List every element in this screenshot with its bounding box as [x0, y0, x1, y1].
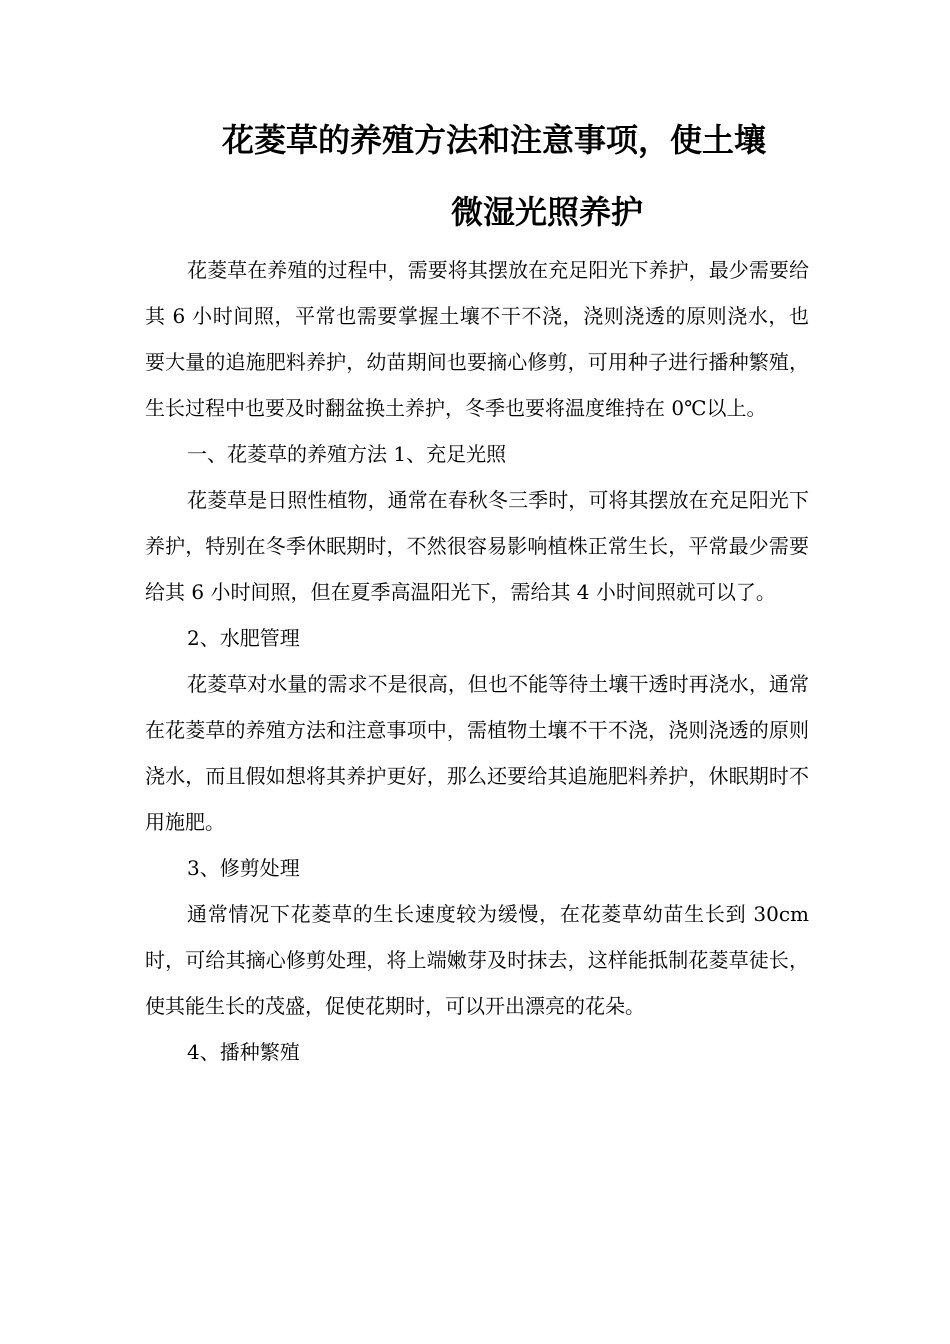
- pruning-paragraph: 通常情况下花菱草的生长速度较为缓慢，在花菱草幼苗生长到 30cm 时，可给其摘心修剪处理，将上端嫩芽及时抹去，这样能抵制花菱草徒长，使其能生长的茂盛，促使花期时，可以开出漂亮的花朵。: [145, 902, 809, 1018]
- document-body: [145, 247, 809, 1075]
- section-heading-1: 一、花菱草的养殖方法 1、充足光照: [187, 442, 507, 466]
- section-heading-4: 4、播种繁殖: [187, 1040, 300, 1064]
- light-paragraph: 花菱草是日照性植物，通常在春秋冬三季时，可将其摆放在充足阳光下养护，特别在冬季休眠期时，不然很容易影响植株正常生长，平常最少需要给其 6 小时间照，但在夏季高温阳光下，需给其 4 小时间照就可以了。: [145, 488, 809, 604]
- title-line-2: 微湿光照养护: [450, 193, 643, 231]
- title-line-1: 花菱草的养殖方法和注意事项，使土壤: [222, 121, 767, 159]
- intro-paragraph: 花菱草在养殖的过程中，需要将其摆放在充足阳光下养护，最少需要给其 6 小时间照，平常也需要掌握土壤不干不浇，浇则浇透的原则浇水，也要大量的追施肥料养护，幼苗期间也要摘心修剪，可用种子进行播种繁殖，生长过程中也要及时翻盆换土养护，冬季也要将温度维持在 0℃以上。: [145, 258, 809, 420]
- section-heading-3: 3、修剪处理: [187, 856, 300, 880]
- water-fertilizer-paragraph: 花菱草对水量的需求不是很高，但也不能等待土壤干透时再浇水，通常在花菱草的养殖方法和注意事项中，需植物土壤不干不浇，浇则浇透的原则浇水，而且假如想将其养护更好，那么还要给其追施肥料养护，休眠期时不用施肥。: [145, 672, 809, 834]
- section-heading-2: 2、水肥管理: [187, 626, 300, 650]
